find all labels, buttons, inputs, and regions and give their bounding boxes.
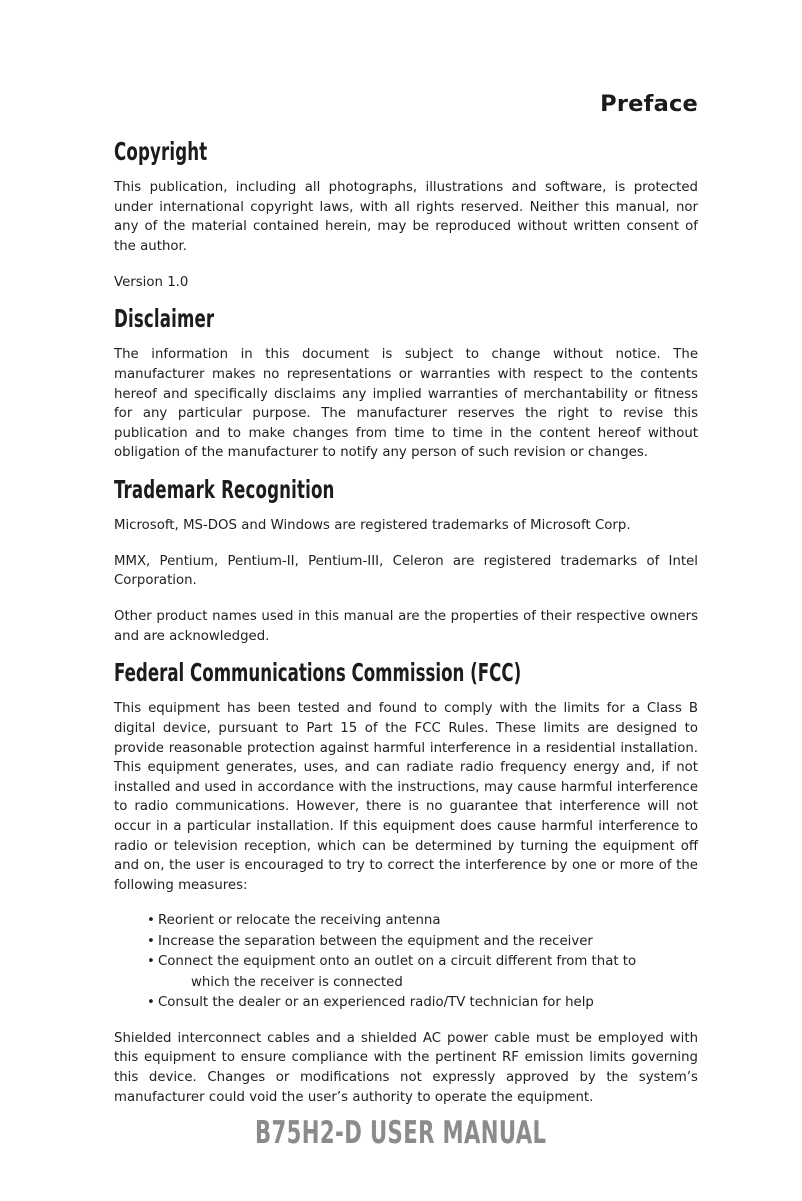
section-disclaimer — [114, 306, 698, 463]
trademark-paragraph-intel: MMX, Pentium, Pentium-II, Pentium-III, Celeron are registered trademarks of Intel Corporation. — [114, 553, 698, 589]
list-item-continuation: which the receiver is connected — [191, 974, 403, 990]
list-item — [147, 932, 698, 953]
list-item-text: Connect the equipment onto an outlet on a circuit different from that to — [158, 954, 637, 970]
bullet-icon: • — [147, 933, 155, 949]
section-heading-disclaimer: Disclaimer — [114, 304, 215, 334]
disclaimer-paragraph: The information in this document is subject to change without notice. The manufacturer makes no representations or warranties with respect to the contents hereof and specifically disclaims any implied warranties of merchantability or fitness for any particular purpose. The manufacturer reserves the right to revise this publication and to make changes from time to time in the content hereof without obligation of the manufacturer to notify any person of such revision or changes. — [114, 347, 698, 461]
copyright-version: Version 1.0 — [114, 274, 189, 290]
list-item-text: Increase the separation between the equipment and the receiver — [158, 933, 593, 949]
section-fcc — [114, 660, 698, 1107]
section-heading-copyright: Copyright — [114, 136, 208, 166]
list-item — [147, 911, 698, 932]
page-running-head: Preface — [600, 91, 698, 117]
section-heading-trademark-recognition: Trademark Recognition — [114, 474, 335, 504]
bullet-icon: • — [147, 913, 155, 929]
trademark-paragraph-other: Other product names used in this manual are the properties of their respective owners and are acknowledged. — [114, 608, 698, 644]
trademark-paragraph-microsoft: Microsoft, MS-DOS and Windows are registered trademarks of Microsoft Corp. — [114, 518, 631, 534]
section-trademark-recognition — [114, 474, 698, 646]
bullet-icon: • — [147, 954, 155, 970]
list-item — [147, 952, 698, 993]
section-heading-fcc: Federal Communications Commission (FCC) — [114, 658, 522, 688]
footer-manual-title: B75H2-D USER MANUAL — [255, 1115, 547, 1151]
list-item-text: Consult the dealer or an experienced radio/TV technician for help — [158, 995, 594, 1011]
copyright-paragraph: This publication, including all photographs, illustrations and software, is protected under international copyright laws, with all rights reserved. Neither this manual, nor any of the material contained herein, may be reproduced without written consent of the author. — [114, 180, 698, 254]
bullet-icon: • — [147, 995, 155, 1011]
section-copyright — [114, 136, 698, 292]
page-content — [114, 92, 698, 1125]
list-item — [147, 993, 698, 1014]
list-item-text: Reorient or relocate the receiving antenna — [158, 913, 441, 929]
fcc-paragraph-shielded-cables: Shielded interconnect cables and a shielded AC power cable must be employed with this equipment to ensure compliance with the pertinent RF emission limits governing this device. Changes or modifications not expressly approved by the system’s manufacturer could void the user’s authority to operate the equipment. — [114, 1030, 698, 1105]
page-footer — [0, 1115, 802, 1151]
fcc-measures-list — [114, 911, 698, 1014]
fcc-paragraph-main: This equipment has been tested and found to comply with the limits for a Class B digital device, pursuant to Part 15 of the FCC Rules. These limits are designed to provide reasonable protection against harmful interference in a residential installation. This equipment generates, uses, and can radiate radio frequency energy and, if not installed and used in accordance with the instructions, may cause harmful interference to radio communications. However, there is no guarantee that interference will not occur in a particular installation. If this equipment does cause harmful interference to radio or television reception, which can be determined by turning the equipment off and on, the user is encouraged to try to correct the interference by one or more of the following measures: — [114, 701, 698, 893]
